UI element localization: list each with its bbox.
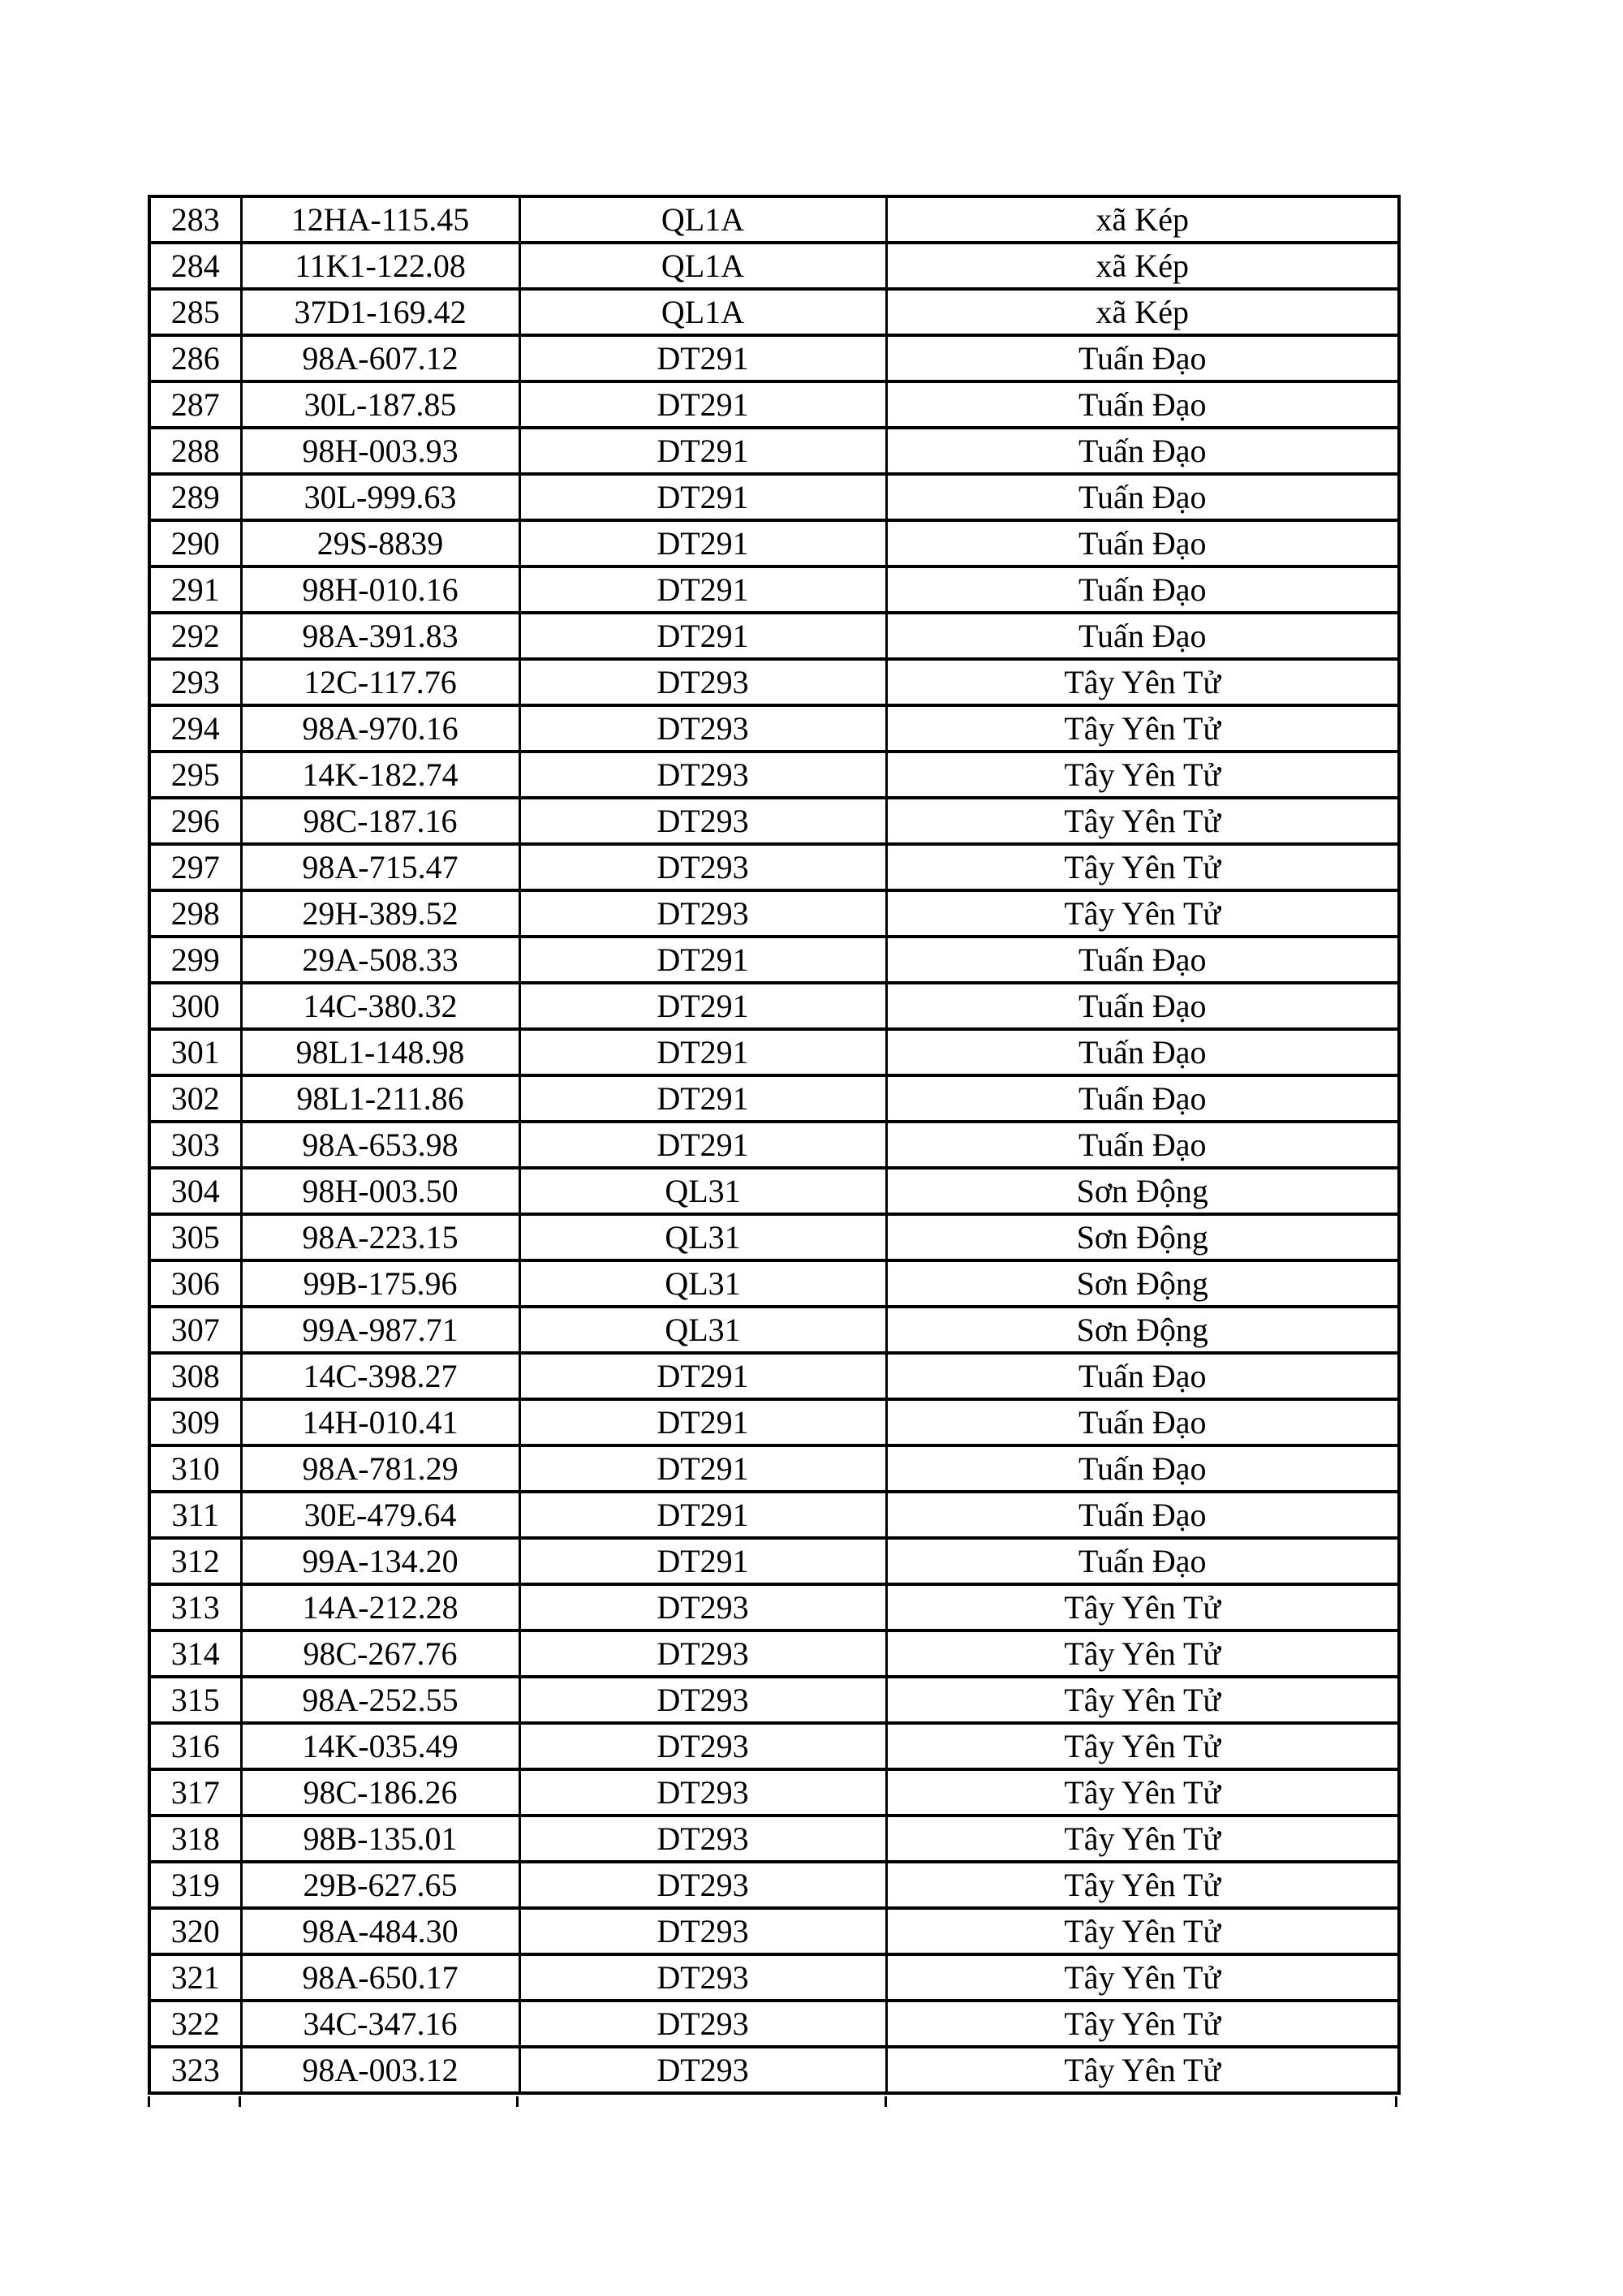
road-cell: DT293 xyxy=(519,2001,886,2047)
road-cell: QL31 xyxy=(519,1214,886,1260)
plate-cell: 14K-182.74 xyxy=(241,752,519,798)
row-number-cell: 301 xyxy=(149,1029,241,1075)
plate-cell: 30E-479.64 xyxy=(241,1492,519,1538)
location-cell: xã Kép xyxy=(886,243,1399,289)
location-cell: Tây Yên Tử xyxy=(886,1723,1399,1769)
plate-cell: 99B-175.96 xyxy=(241,1260,519,1307)
table-row xyxy=(149,705,1399,752)
plate-cell: 98A-650.17 xyxy=(241,1954,519,2001)
table-row xyxy=(149,1677,1399,1723)
row-number-cell: 307 xyxy=(149,1307,241,1353)
road-cell: DT293 xyxy=(519,1954,886,2001)
table-row xyxy=(149,1168,1399,1214)
table-row xyxy=(149,1260,1399,1307)
plate-cell: 98C-187.16 xyxy=(241,798,519,844)
table-row xyxy=(149,1723,1399,1769)
road-cell: QL1A xyxy=(519,243,886,289)
table-row xyxy=(149,2001,1399,2047)
row-number-cell: 323 xyxy=(149,2047,241,2093)
plate-cell: 99A-987.71 xyxy=(241,1307,519,1353)
location-cell: Tây Yên Tử xyxy=(886,1584,1399,1630)
row-number-cell: 285 xyxy=(149,289,241,335)
location-cell: Sơn Động xyxy=(886,1168,1399,1214)
table-row xyxy=(149,890,1399,937)
location-cell: Tây Yên Tử xyxy=(886,844,1399,890)
plate-cell: 98C-186.26 xyxy=(241,1769,519,1816)
row-number-cell: 308 xyxy=(149,1353,241,1399)
plate-cell: 98A-391.83 xyxy=(241,613,519,659)
location-cell: Tuấn Đạo xyxy=(886,1075,1399,1122)
plate-cell: 14C-398.27 xyxy=(241,1353,519,1399)
road-cell: DT293 xyxy=(519,890,886,937)
plate-cell: 98L1-211.86 xyxy=(241,1075,519,1122)
table-row xyxy=(149,983,1399,1029)
location-cell: Tuấn Đạo xyxy=(886,1492,1399,1538)
row-number-cell: 304 xyxy=(149,1168,241,1214)
road-cell: DT291 xyxy=(519,566,886,613)
table-continuation-stub xyxy=(1395,2096,1397,2107)
table-row xyxy=(149,335,1399,381)
table-row xyxy=(149,659,1399,705)
table-row xyxy=(149,752,1399,798)
row-number-cell: 296 xyxy=(149,798,241,844)
row-number-cell: 320 xyxy=(149,1908,241,1954)
table-row xyxy=(149,428,1399,474)
plate-cell: 98A-607.12 xyxy=(241,335,519,381)
table-row xyxy=(149,613,1399,659)
road-cell: DT293 xyxy=(519,1862,886,1908)
road-cell: DT293 xyxy=(519,798,886,844)
location-cell: Tây Yên Tử xyxy=(886,798,1399,844)
location-cell: Tây Yên Tử xyxy=(886,1630,1399,1677)
row-number-cell: 309 xyxy=(149,1399,241,1445)
row-number-cell: 318 xyxy=(149,1816,241,1862)
row-number-cell: 310 xyxy=(149,1445,241,1492)
row-number-cell: 289 xyxy=(149,474,241,520)
table-row xyxy=(149,1445,1399,1492)
location-cell: Tây Yên Tử xyxy=(886,2001,1399,2047)
road-cell: DT291 xyxy=(519,1029,886,1075)
table-row xyxy=(149,1538,1399,1584)
road-cell: DT293 xyxy=(519,1723,886,1769)
row-number-cell: 305 xyxy=(149,1214,241,1260)
row-number-cell: 292 xyxy=(149,613,241,659)
table-row xyxy=(149,798,1399,844)
row-number-cell: 322 xyxy=(149,2001,241,2047)
table-continuation-stub xyxy=(148,2096,150,2107)
location-cell: Tuấn Đạo xyxy=(886,983,1399,1029)
location-cell: Sơn Động xyxy=(886,1214,1399,1260)
road-cell: DT293 xyxy=(519,659,886,705)
location-cell: Tây Yên Tử xyxy=(886,1769,1399,1816)
road-cell: DT291 xyxy=(519,1122,886,1168)
road-cell: DT291 xyxy=(519,474,886,520)
table-row xyxy=(149,520,1399,566)
location-cell: Tuấn Đạo xyxy=(886,1353,1399,1399)
location-cell: Tây Yên Tử xyxy=(886,2047,1399,2093)
plate-cell: 14K-035.49 xyxy=(241,1723,519,1769)
table-row xyxy=(149,1630,1399,1677)
plate-cell: 30L-999.63 xyxy=(241,474,519,520)
road-cell: DT293 xyxy=(519,1769,886,1816)
row-number-cell: 311 xyxy=(149,1492,241,1538)
location-cell: Tây Yên Tử xyxy=(886,1816,1399,1862)
road-cell: QL31 xyxy=(519,1168,886,1214)
row-number-cell: 300 xyxy=(149,983,241,1029)
location-cell: Tuấn Đạo xyxy=(886,381,1399,428)
table-row xyxy=(149,1307,1399,1353)
row-number-cell: 297 xyxy=(149,844,241,890)
location-cell: Tuấn Đạo xyxy=(886,1445,1399,1492)
table-row xyxy=(149,1816,1399,1862)
road-cell: QL1A xyxy=(519,196,886,243)
table-row xyxy=(149,1029,1399,1075)
table-continuation-stub xyxy=(885,2096,887,2107)
plate-cell: 98A-715.47 xyxy=(241,844,519,890)
table-row xyxy=(149,289,1399,335)
road-cell: DT293 xyxy=(519,1908,886,1954)
row-number-cell: 287 xyxy=(149,381,241,428)
location-cell: Tây Yên Tử xyxy=(886,1862,1399,1908)
plate-cell: 29A-508.33 xyxy=(241,937,519,983)
row-number-cell: 312 xyxy=(149,1538,241,1584)
location-cell: xã Kép xyxy=(886,289,1399,335)
road-cell: DT291 xyxy=(519,428,886,474)
table-row xyxy=(149,844,1399,890)
location-cell: xã Kép xyxy=(886,196,1399,243)
table-row xyxy=(149,566,1399,613)
road-cell: DT293 xyxy=(519,2047,886,2093)
row-number-cell: 295 xyxy=(149,752,241,798)
road-cell: DT293 xyxy=(519,705,886,752)
road-cell: QL31 xyxy=(519,1307,886,1353)
road-cell: DT291 xyxy=(519,381,886,428)
row-number-cell: 294 xyxy=(149,705,241,752)
plate-cell: 98A-252.55 xyxy=(241,1677,519,1723)
location-cell: Tây Yên Tử xyxy=(886,752,1399,798)
table-row xyxy=(149,1075,1399,1122)
row-number-cell: 315 xyxy=(149,1677,241,1723)
road-cell: DT291 xyxy=(519,1445,886,1492)
table-row xyxy=(149,1122,1399,1168)
location-cell: Tuấn Đạo xyxy=(886,1538,1399,1584)
location-cell: Tây Yên Tử xyxy=(886,705,1399,752)
plate-cell: 34C-347.16 xyxy=(241,2001,519,2047)
road-cell: DT291 xyxy=(519,1492,886,1538)
row-number-cell: 291 xyxy=(149,566,241,613)
plate-cell: 99A-134.20 xyxy=(241,1538,519,1584)
road-cell: DT293 xyxy=(519,1630,886,1677)
location-cell: Sơn Động xyxy=(886,1307,1399,1353)
location-cell: Tây Yên Tử xyxy=(886,1954,1399,2001)
location-cell: Tuấn Đạo xyxy=(886,613,1399,659)
row-number-cell: 306 xyxy=(149,1260,241,1307)
table-row xyxy=(149,1908,1399,1954)
table-row xyxy=(149,937,1399,983)
road-cell: DT291 xyxy=(519,983,886,1029)
plate-cell: 98C-267.76 xyxy=(241,1630,519,1677)
row-number-cell: 283 xyxy=(149,196,241,243)
table-continuation-stub xyxy=(239,2096,241,2107)
plate-cell: 98L1-148.98 xyxy=(241,1029,519,1075)
plate-cell: 98A-653.98 xyxy=(241,1122,519,1168)
plate-cell: 98B-135.01 xyxy=(241,1816,519,1862)
row-number-cell: 299 xyxy=(149,937,241,983)
location-cell: Tuấn Đạo xyxy=(886,937,1399,983)
road-cell: DT293 xyxy=(519,844,886,890)
location-cell: Tuấn Đạo xyxy=(886,335,1399,381)
location-cell: Tây Yên Tử xyxy=(886,1908,1399,1954)
row-number-cell: 290 xyxy=(149,520,241,566)
road-cell: DT291 xyxy=(519,1353,886,1399)
road-cell: QL31 xyxy=(519,1260,886,1307)
table-row xyxy=(149,1214,1399,1260)
plate-cell: 11K1-122.08 xyxy=(241,243,519,289)
row-number-cell: 316 xyxy=(149,1723,241,1769)
row-number-cell: 284 xyxy=(149,243,241,289)
road-cell: DT293 xyxy=(519,1677,886,1723)
road-cell: DT291 xyxy=(519,1075,886,1122)
row-number-cell: 303 xyxy=(149,1122,241,1168)
plate-cell: 29H-389.52 xyxy=(241,890,519,937)
row-number-cell: 293 xyxy=(149,659,241,705)
road-cell: DT291 xyxy=(519,335,886,381)
plate-cell: 98A-223.15 xyxy=(241,1214,519,1260)
location-cell: Tây Yên Tử xyxy=(886,659,1399,705)
plate-cell: 98A-970.16 xyxy=(241,705,519,752)
road-cell: DT291 xyxy=(519,1399,886,1445)
road-cell: DT293 xyxy=(519,1584,886,1630)
table-row xyxy=(149,243,1399,289)
road-cell: DT291 xyxy=(519,520,886,566)
plate-cell: 14H-010.41 xyxy=(241,1399,519,1445)
road-cell: DT293 xyxy=(519,1816,886,1862)
row-number-cell: 288 xyxy=(149,428,241,474)
table-row xyxy=(149,1584,1399,1630)
location-cell: Tuấn Đạo xyxy=(886,474,1399,520)
location-cell: Tuấn Đạo xyxy=(886,1399,1399,1445)
plate-cell: 98H-010.16 xyxy=(241,566,519,613)
row-number-cell: 298 xyxy=(149,890,241,937)
location-cell: Tây Yên Tử xyxy=(886,1677,1399,1723)
row-number-cell: 319 xyxy=(149,1862,241,1908)
row-number-cell: 302 xyxy=(149,1075,241,1122)
table-continuation-stub xyxy=(516,2096,519,2107)
location-cell: Tây Yên Tử xyxy=(886,890,1399,937)
location-cell: Tuấn Đạo xyxy=(886,1029,1399,1075)
table-row xyxy=(149,2047,1399,2093)
plate-cell: 12HA-115.45 xyxy=(241,196,519,243)
table-row xyxy=(149,1769,1399,1816)
road-cell: DT291 xyxy=(519,1538,886,1584)
table-row xyxy=(149,381,1399,428)
table-row xyxy=(149,1954,1399,2001)
plate-cell: 98H-003.93 xyxy=(241,428,519,474)
plate-cell: 98H-003.50 xyxy=(241,1168,519,1214)
plate-cell: 30L-187.85 xyxy=(241,381,519,428)
table-row xyxy=(149,1353,1399,1399)
plate-cell: 14C-380.32 xyxy=(241,983,519,1029)
road-cell: DT291 xyxy=(519,613,886,659)
location-cell: Tuấn Đạo xyxy=(886,566,1399,613)
plate-cell: 29B-627.65 xyxy=(241,1862,519,1908)
plate-cell: 98A-781.29 xyxy=(241,1445,519,1492)
row-number-cell: 317 xyxy=(149,1769,241,1816)
row-number-cell: 286 xyxy=(149,335,241,381)
road-cell: DT293 xyxy=(519,752,886,798)
location-cell: Tuấn Đạo xyxy=(886,1122,1399,1168)
plate-cell: 29S-8839 xyxy=(241,520,519,566)
table-row xyxy=(149,196,1399,243)
plate-cell: 14A-212.28 xyxy=(241,1584,519,1630)
table-row xyxy=(149,474,1399,520)
vehicle-plate-table xyxy=(148,195,1401,2095)
table-row xyxy=(149,1862,1399,1908)
location-cell: Sơn Động xyxy=(886,1260,1399,1307)
row-number-cell: 313 xyxy=(149,1584,241,1630)
table-row xyxy=(149,1492,1399,1538)
road-cell: QL1A xyxy=(519,289,886,335)
location-cell: Tuấn Đạo xyxy=(886,428,1399,474)
plate-cell: 12C-117.76 xyxy=(241,659,519,705)
plate-cell: 98A-484.30 xyxy=(241,1908,519,1954)
row-number-cell: 314 xyxy=(149,1630,241,1677)
location-cell: Tuấn Đạo xyxy=(886,520,1399,566)
plate-cell: 37D1-169.42 xyxy=(241,289,519,335)
plate-cell: 98A-003.12 xyxy=(241,2047,519,2093)
row-number-cell: 321 xyxy=(149,1954,241,2001)
road-cell: DT291 xyxy=(519,937,886,983)
table-row xyxy=(149,1399,1399,1445)
